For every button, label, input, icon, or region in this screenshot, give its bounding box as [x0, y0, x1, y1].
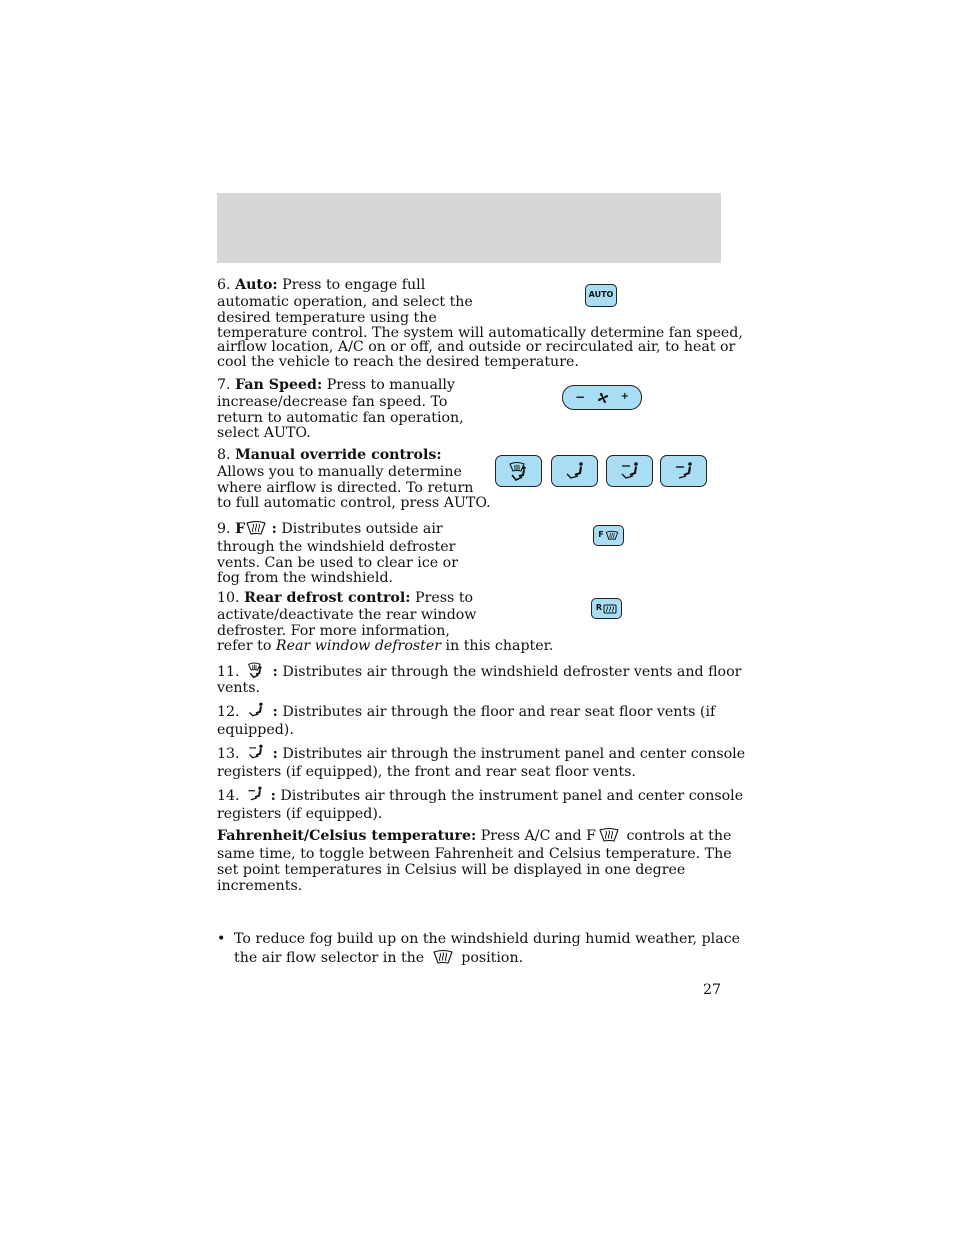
- panel-vent-icon: [671, 460, 697, 482]
- tip-bullet: •: [217, 931, 226, 947]
- item-mode-14: 14. : Distributes air through the instrument panel and center console registers (if equipped).: [217, 785, 721, 822]
- fan-minus-label: −: [575, 390, 586, 405]
- panel-floor-mode-button[interactable]: [606, 455, 653, 487]
- item-mode-13: 13. : Distributes air through the instrument panel and center console registers (if equipped), the front and rear seat floor vents.: [217, 743, 721, 780]
- front-defrost-button[interactable]: F: [593, 525, 624, 546]
- auto-button[interactable]: AUTO: [585, 284, 617, 307]
- floor-mode-button[interactable]: [551, 455, 598, 487]
- panel-floor-icon: [244, 743, 268, 761]
- fan-plus-label: +: [620, 391, 629, 403]
- item-rear-defrost: 10. Rear defrost control: Press to activate/deactivate the rear window defroster. For more information, refer to Rear window defroster in this chapter.: [217, 590, 554, 654]
- panel-mode-button[interactable]: [660, 455, 707, 487]
- floor-vent-icon: [244, 701, 268, 719]
- item-front-defrost: 9. F : Distributes outside air through the windshield defroster vents. Can be used to clear ice or fog from the windshield.: [217, 521, 459, 586]
- windshield-defrost-icon: [429, 949, 457, 965]
- tip-paragraph: To reduce fog build up on the windshield during humid weather, place the air flow selector in the position.: [234, 931, 740, 966]
- item-mode-12: 12. : Distributes air through the floor and rear seat floor vents (if equipped).: [217, 701, 721, 738]
- item-mode-11: 11. : Distributes air through the windshield defroster vents and floor vents.: [217, 661, 721, 696]
- fan-speed-button[interactable]: [562, 385, 642, 410]
- defrost-floor-icon: [244, 661, 268, 679]
- windshield-defrost-icon: [245, 520, 267, 536]
- rear-window-defrost-icon: [603, 604, 617, 614]
- item-manual-override: 8. Manual override controls: Allows you to manually determine where airflow is directed. To return to full automatic control, press AUTO.: [217, 447, 491, 511]
- item-fan-speed: 7. Fan Speed: Press to manually increase/decrease fan speed. To return to automatic fan operation, select AUTO.: [217, 377, 464, 441]
- floor-vent-icon: [562, 460, 588, 482]
- page-number: 27: [702, 982, 721, 998]
- item-auto: 6. Auto: Press to engage full automatic operation, and select the desired temperature using the temperature control. The system will automatically determine fan speed, airflow location, A/C on or off, and outside or recirculated air, to heat or cool the vehicle to reach the desired temperature.: [217, 277, 743, 370]
- windshield-defrost-icon: [605, 530, 619, 541]
- defrost-floor-icon: [506, 460, 532, 482]
- panel-vent-icon: [244, 785, 266, 803]
- windshield-defrost-icon: [596, 827, 622, 843]
- rear-defrost-button[interactable]: R: [591, 598, 622, 619]
- fahrenheit-celsius-paragraph: Fahrenheit/Celsius temperature: Press A/C and F controls at the same time, to toggle between Fahrenheit and Celsius temperature. The set point temperatures in Celsius will be displayed in one degree increments.: [217, 828, 732, 894]
- defrost-floor-mode-button[interactable]: [495, 455, 542, 487]
- header-band: [217, 193, 721, 263]
- fan-icon: [597, 392, 609, 404]
- panel-floor-icon: [617, 460, 643, 482]
